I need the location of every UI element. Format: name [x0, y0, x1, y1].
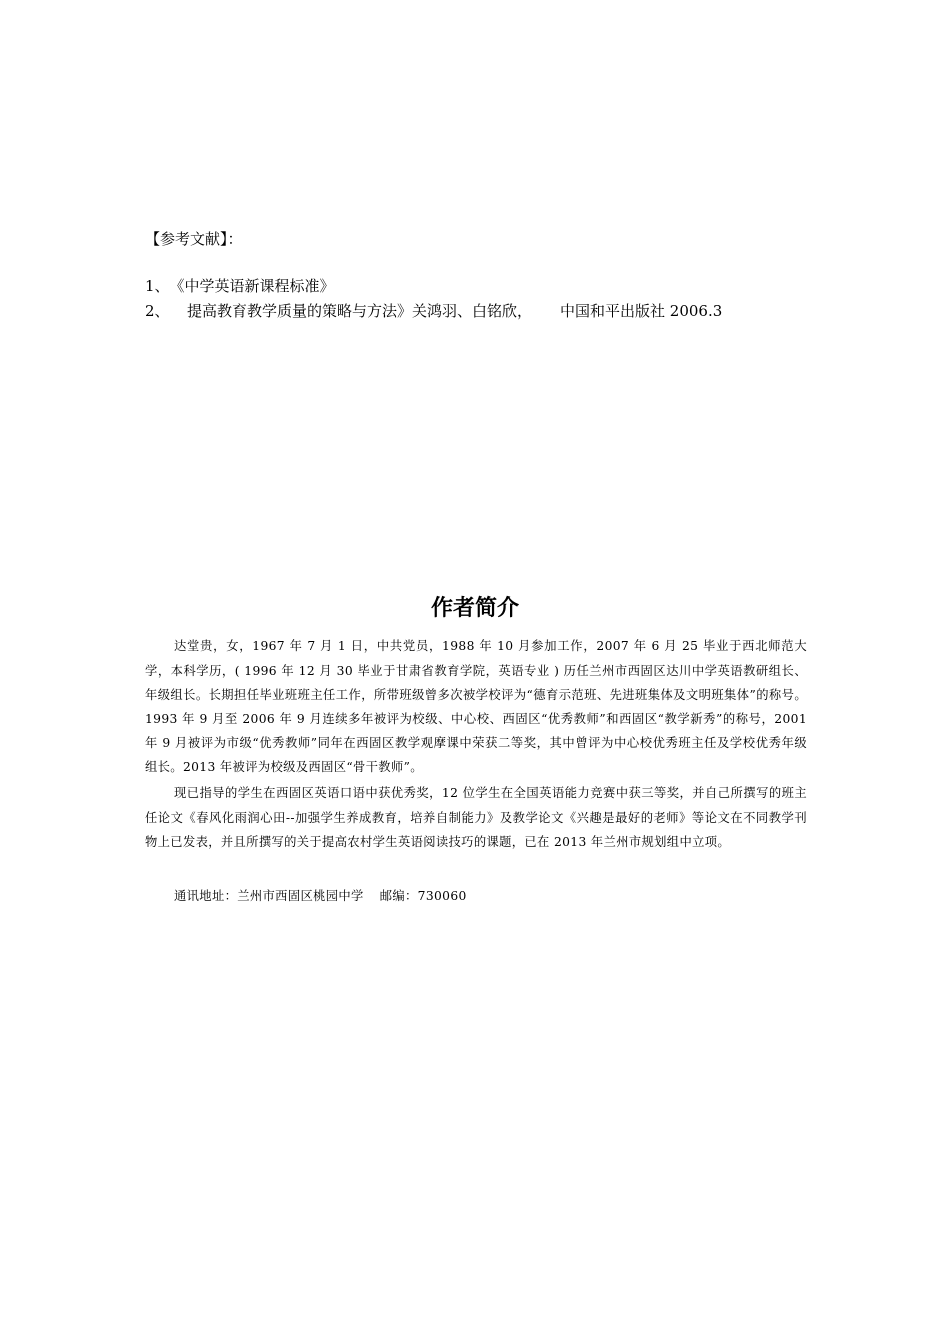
author-bio-paragraph-1: 达堂贵，女，1967 年 7 月 1 日，中共党员，1988 年 10 月参加工作，2007 年 6 月 25 毕业于西北师范大学，本科学历，( 1996 年 12 月 30 毕业于甘肃省教育学院，英语专业 ) 历任兰州市西固区达川中学英语教研组长、年级组长。长期担任毕业班班主任工作，所带班级曾多次被学校评为“德育示范班、先进班集体及文明班集体”的称号。1993 年 9 月至 2006 年 9 月连续多年被评为校级、中心校、西固区“优秀教师”和西固区“教学新秀”的称号，2001 年 9 月被评为市级“优秀教师”同年在西固区教学观摩课中荣获二等奖，其中曾评为中心校优秀班主任及学校优秀年级组长。2013 年被评为校级及西固区“骨干教师”。: [145, 639, 807, 775]
postcode: 邮编：730060: [379, 889, 467, 904]
reference-text: 《中学英语新课程标准》: [169, 277, 335, 295]
reference-title: 提高教育教学质量的策略与方法》关鸿羽、白铭欣，: [187, 302, 533, 320]
author-contact-line: [145, 884, 807, 908]
reference-item-1: [145, 276, 335, 296]
reference-number: 1、: [145, 277, 170, 295]
reference-item-2: [145, 301, 722, 321]
reference-number: 2、: [145, 302, 170, 320]
references-heading: 【参考文献】：: [145, 230, 243, 248]
mailing-address: 通讯地址：兰州市西固区桃园中学: [174, 889, 364, 904]
reference-publisher: 中国和平出版社 2006.3: [560, 302, 723, 320]
author-bio-paragraph-2: 现已指导的学生在西固区英语口语中获优秀奖，12 位学生在全国英语能力竞赛中获三等奖，并自己所撰写的班主任论文《春风化雨润心田--加强学生养成教育，培养自制能力》及教学论文《兴趣是最好的老师》等论文在不同教学刊物上已发表，并且所撰写的关于提高农村学生英语阅读技巧的课题，已在 2013 年兰州市规划组中立项。: [145, 786, 807, 849]
author-bio-title: 作者简介: [430, 595, 519, 621]
